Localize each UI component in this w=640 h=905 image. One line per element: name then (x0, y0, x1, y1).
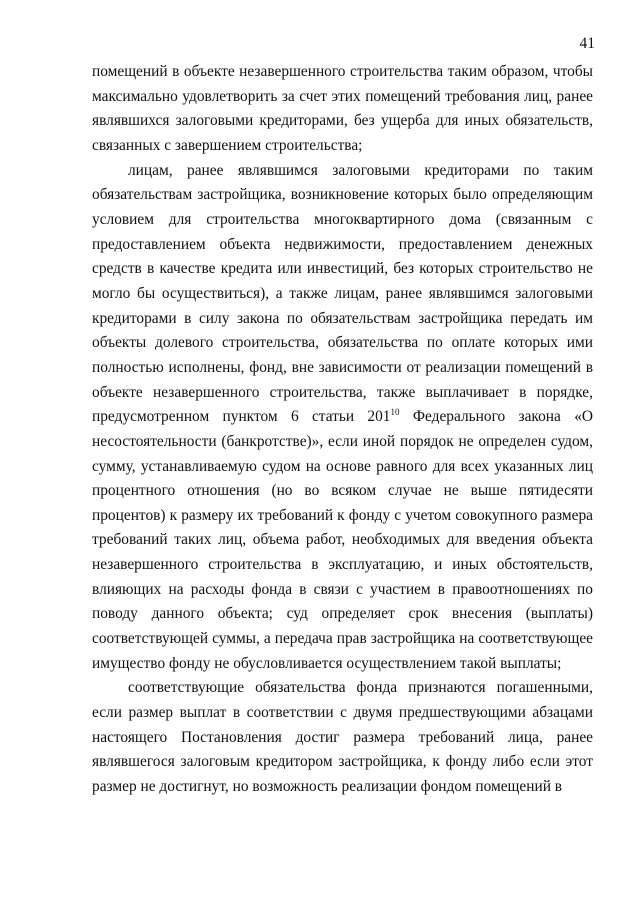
paragraph-creditors-payment (92, 159, 593, 677)
page-number: 41 (579, 35, 595, 52)
article-superscript: 10 (390, 407, 400, 418)
document-body (92, 60, 593, 800)
paragraph-continuation: помещений в объекте незавершенного строительства таким образом, чтобы максимально удовлетворить за счет этих помещений требования лиц, ранее являвшихся залоговыми кредиторами, без ущерба для иных обязательств, связанных с завершением строительства; (92, 63, 593, 154)
paragraph-obligations-repaid: соответствующие обязательства фонда признаются погашенными, если размер выплат в соответствии с двумя предшествующими абзацами настоящего Постановления достиг размера требований лица, ранее являвшегося залоговым кредитором застройщика, к фонду либо если этот размер не достигнут, но возможность реализации фондом помещений в (92, 679, 593, 796)
paragraph-text: Федерального закона «О несостоятельности (банкротстве)», если иной порядок не определен судом, сумму, устанавливаемую судом на основе равного для всех указанных лиц процентного отношения (но во всяком случае не выше пятидесяти процентов) к размеру их требований к фонду с учетом совокупного размера требований таких лиц, объема работ, необходимых для введения объекта незавершенного строительства в эксплуатацию, и иных обстоятельств, влияющих на расходы фонда в связи с участием в правоотношениях по поводу данного объекта; суд определяет срок внесения (выплаты) соответствующей суммы, а передача прав застройщика на соответствующее имущество фонду не обусловливается осуществлением такой выплаты; (92, 408, 594, 672)
paragraph-text: лицам, ранее являвшимся залоговыми кредиторами по таким обязательствам застройщика, возникновение которых было определяющим условием для строительства многоквартирного дома (связанным с предоставлением объекта недвижимости, предоставлением денежных средств в качестве кредита или инвестиций, без которых строительство не могло бы осуществиться), а также лицам, ранее являвшимся залоговыми кредиторами в силу закона по обязательствам застройщика передать им объекты долевого строительства, обязательства по оплате которых ими полностью исполнены, фонд, вне зависимости от реализации помещений в объекте незавершенного строительства, также выплачивает в порядке, предусмотренном пунктом 6 статьи 201 (92, 161, 593, 426)
